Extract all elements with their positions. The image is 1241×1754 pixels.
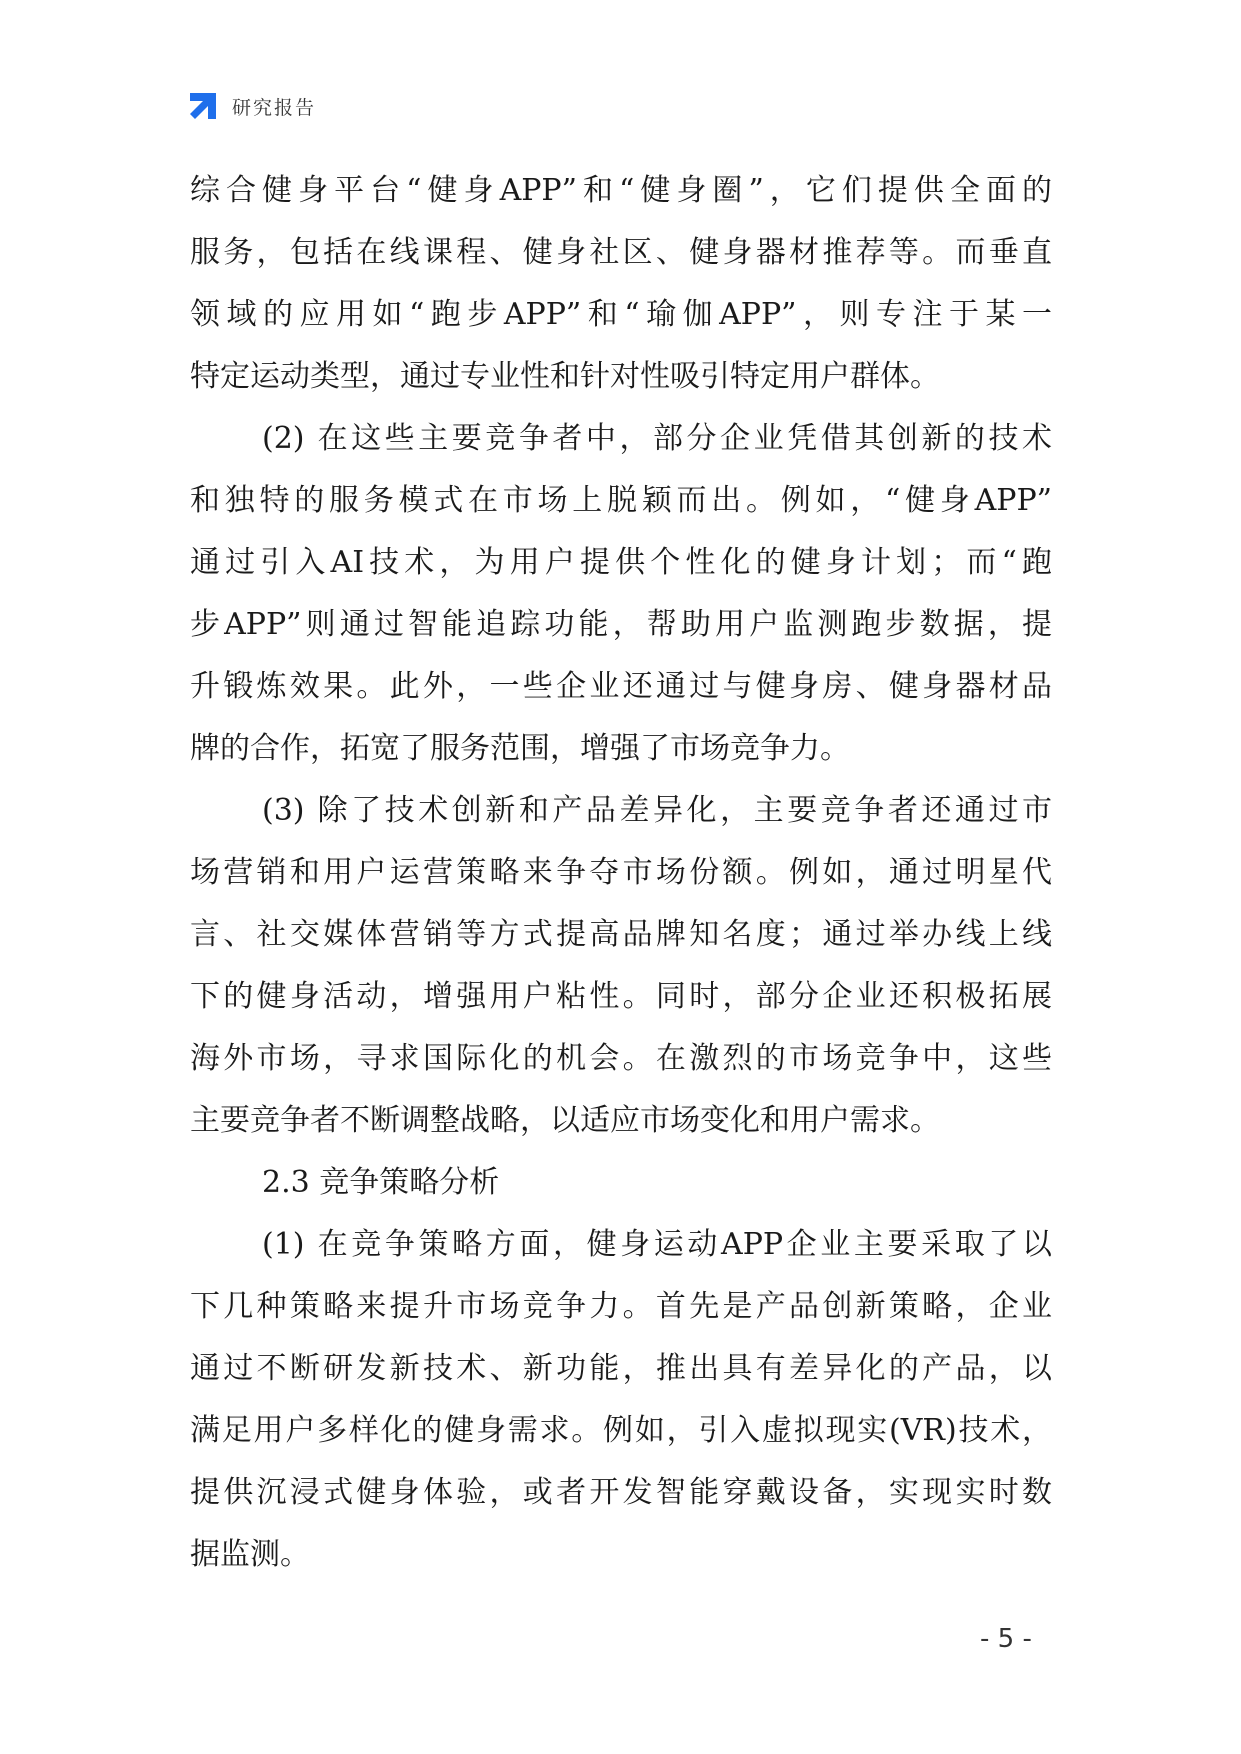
text-line: 下的健身活动，增强用户粘性。同时，部分企业还积极拓展	[190, 979, 1052, 1014]
paragraph-1	[190, 160, 1052, 408]
text-line: 特定运动类型，通过专业性和针对性吸引特定用户群体。	[190, 359, 940, 394]
section-heading: 2.3 竞争策略分析	[262, 1165, 500, 1200]
header-title: 研究报告	[232, 96, 317, 119]
paragraph-2	[190, 408, 1052, 780]
text-line: 步APP”则通过智能追踪功能，帮助用户监测跑步数据，提	[190, 607, 1052, 642]
text-line: 据监测。	[190, 1537, 310, 1572]
text-line: (1) 在竞争策略方面，健身运动APP企业主要采取了以	[262, 1227, 1052, 1262]
text-line: 主要竞争者不断调整战略，以适应市场变化和用户需求。	[190, 1103, 940, 1138]
text-line: 言、社交媒体营销等方式提高品牌知名度；通过举办线上线	[190, 917, 1052, 952]
report-header	[186, 88, 316, 124]
arrow-up-right-icon	[186, 89, 220, 123]
paragraph-3	[190, 780, 1052, 1152]
text-line: 领域的应用如“跑步APP”和“瑜伽APP”，则专注于某一	[190, 297, 1052, 332]
text-line: 综合健身平台“健身APP”和“健身圈”，它们提供全面的	[190, 173, 1052, 208]
document-body	[190, 160, 1052, 1586]
text-line: 海外市场，寻求国际化的机会。在激烈的市场竞争中，这些	[190, 1041, 1052, 1076]
page-number: - 5 -	[980, 1624, 1032, 1654]
text-line: 服务，包括在线课程、健身社区、健身器材推荐等。而垂直	[190, 235, 1052, 270]
text-line: 满足用户多样化的健身需求。例如，引入虚拟现实(VR)技术，	[190, 1413, 1052, 1448]
text-line: 提供沉浸式健身体验，或者开发智能穿戴设备，实现实时数	[190, 1475, 1052, 1510]
text-line: (3) 除了技术创新和产品差异化，主要竞争者还通过市	[262, 793, 1052, 828]
text-line: (2) 在这些主要竞争者中，部分企业凭借其创新的技术	[262, 421, 1052, 456]
text-line: 下几种策略来提升市场竞争力。首先是产品创新策略，企业	[190, 1289, 1052, 1324]
text-line: 场营销和用户运营策略来争夺市场份额。例如，通过明星代	[190, 855, 1052, 890]
text-line: 通过不断研发新技术、新功能，推出具有差异化的产品，以	[190, 1351, 1052, 1386]
text-line: 牌的合作，拓宽了服务范围，增强了市场竞争力。	[190, 731, 850, 766]
text-line: 通过引入AI技术，为用户提供个性化的健身计划；而“跑	[190, 545, 1052, 580]
paragraph-4	[190, 1214, 1052, 1586]
text-line: 升锻炼效果。此外，一些企业还通过与健身房、健身器材品	[190, 669, 1052, 704]
text-line: 和独特的服务模式在市场上脱颖而出。例如，“健身APP”	[190, 483, 1052, 518]
